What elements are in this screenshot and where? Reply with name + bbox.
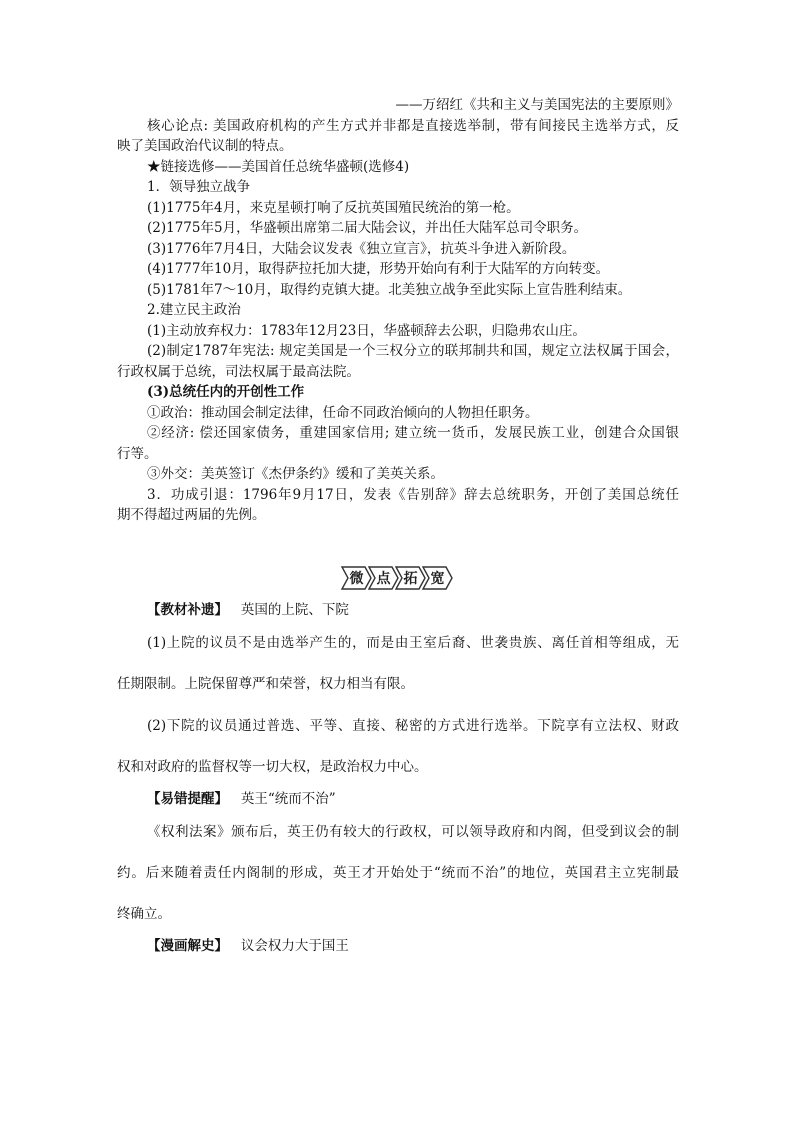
- sec3-line-2: 期不得超过两届的先例。: [117, 507, 266, 523]
- sec2-item-1: (1)主动放弃权力：1783年12月23日，华盛顿辞去公职，归隐弗农山庄。: [147, 322, 586, 339]
- supplement-p2-line-1: (2)下院的议员通过普选、平等、直接、秘密的方式进行选举。下院享有立法权、财政: [147, 718, 679, 734]
- sec1-item-5: (5)1781年7～10月，取得约克镇大捷。北美独立战争至此实际上宣告胜利结束。: [147, 281, 632, 298]
- reminder-heading: [147, 787, 709, 807]
- core-thesis-line-2: 映了美国政治代议制的特点。: [117, 138, 293, 154]
- quote-source: ——万绍红《共和主义与美国宪法的主要原则》: [395, 97, 679, 113]
- sec2-sub-2-line-2: 行等。: [117, 445, 158, 462]
- sec2-sub-1: ①政治：推动国会制定法律，任命不同政治倾向的人物担任职务。: [147, 404, 539, 421]
- supplement-p1-line-1: (1)上院的议员不是由选举产生的，而是由王室后裔、世袭贵族、离任首相等组成，无: [147, 635, 679, 651]
- link-title: ★链接选修——美国首任总统华盛顿(选修4): [147, 158, 410, 175]
- supplement-heading: [147, 598, 709, 618]
- sec1-item-4: (4)1777年10月，取得萨拉托加大捷，形势开始向有利于大陆军的方向转变。: [147, 261, 610, 277]
- sec1-title: 1．领导独立战争: [147, 179, 251, 195]
- supplement-p2-line-2: 权和对政府的监督权等一切大权，是政治权力中心。: [117, 759, 428, 775]
- banner-char: 微: [349, 571, 364, 587]
- sec2-item-3: (3)总统任内的开创性工作: [147, 384, 305, 400]
- sec2-sub-2-line-1: ②经济: 偿还国家债务，重建国家信用; 建立统一货币，发展民族工业，创建合众国银: [147, 425, 679, 441]
- sec2-title: 2.建立民主政治: [147, 302, 241, 318]
- reminder-line-1: 《权利法案》颁布后，英王仍有较大的行政权，可以领导政府和内阁，但受到议会的制: [147, 824, 679, 840]
- core-thesis-line-1: 核心论点: 美国政府机构的产生方式并非都是直接选举制，带有间接民主选举方式，反: [147, 117, 679, 134]
- washington-section: [117, 95, 679, 526]
- reminder-line-3: 终确立。: [117, 906, 171, 922]
- sec2-item-2-line-2: 行政权属于总统，司法权属于最高法院。: [117, 363, 360, 380]
- sec1-item-1: (1)1775年4月，来克星顿打响了反抗英国殖民统治的第一枪。: [147, 199, 520, 216]
- supplement-title: 英国的上院、下院: [240, 602, 349, 618]
- banner-char: 宽: [430, 571, 445, 587]
- supplement-tag: 【教材补遗】: [147, 602, 228, 618]
- cartoon-tag: 【漫画解史】: [147, 938, 228, 954]
- banner-chip: [422, 566, 453, 590]
- supplement-p1-line-2: 任期限制。上院保留尊严和荣誉，权力相当有限。: [117, 676, 414, 692]
- sec3-line-1: 3．功成引退：1796年9月17日，发表《告别辞》辞去总统职务，开创了美国总统任: [147, 486, 679, 503]
- sec1-item-3: (3)1776年7月4日，大陆会议发表《独立宣言》，抗英斗争进入新阶段。: [147, 240, 576, 257]
- banner-char: 拓: [403, 571, 418, 587]
- cartoon-title: 议会权力大于国王: [240, 938, 349, 954]
- sec2-item-2-line-1: (2)制定1787年宪法: 规定美国是一个三权分立的联邦制共和国，规定立法权属于国会，: [147, 343, 679, 359]
- banner-char: 点: [376, 571, 391, 587]
- sec1-item-2: (2)1775年5月，华盛顿出席第二届大陆会议，并出任大陆军总司令职务。: [147, 220, 588, 236]
- reminder-line-2: 约。后来随着责任内阁制的形成，英王才开始处于“统而不治”的地位，英国君主立宪制最: [117, 865, 679, 881]
- reminder-tag: 【易错提醒】: [147, 791, 228, 807]
- reminder-title: 英王“统而不治”: [240, 791, 336, 807]
- section-banner: [0, 566, 794, 590]
- cartoon-heading: [147, 934, 709, 954]
- sec2-sub-3: ③外交：美英签订《杰伊条约》缓和了美英关系。: [147, 466, 444, 482]
